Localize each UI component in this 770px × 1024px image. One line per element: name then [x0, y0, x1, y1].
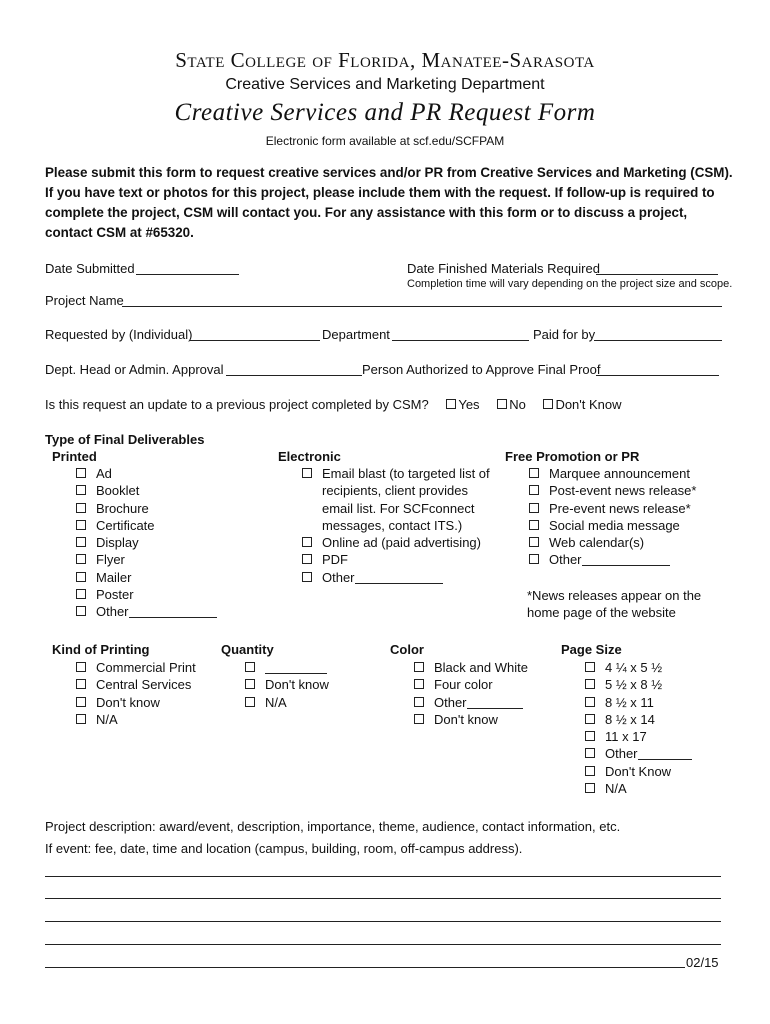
dept-head-field[interactable]	[226, 375, 362, 376]
requested-by-label: Requested by (Individual)	[45, 327, 193, 342]
list-item[interactable]: Poster	[76, 586, 217, 603]
checkbox[interactable]	[76, 679, 86, 689]
description-line-field[interactable]	[45, 921, 721, 922]
list-item[interactable]: Don't know	[414, 711, 528, 728]
list-item[interactable]: 8 ½ x 11	[585, 694, 692, 711]
checkbox[interactable]	[76, 503, 86, 513]
project-name-field[interactable]	[122, 306, 722, 307]
list-item[interactable]: PDF	[302, 551, 490, 568]
checkbox[interactable]	[302, 572, 312, 582]
department-name: Creative Services and Marketing Department	[225, 76, 545, 93]
checkbox[interactable]	[414, 714, 424, 724]
list-item[interactable]: Other	[585, 745, 692, 762]
free-promo-list	[529, 465, 696, 569]
printed-heading: Printed	[52, 449, 97, 464]
list-item[interactable]: N/A	[585, 780, 692, 797]
list-item[interactable]: Display	[76, 534, 217, 551]
checkbox[interactable]	[414, 662, 424, 672]
checkbox[interactable]	[76, 589, 86, 599]
checkbox[interactable]	[585, 714, 595, 724]
other-field[interactable]	[355, 571, 443, 584]
other-field[interactable]	[582, 553, 670, 566]
dont-know-label: Don't Know	[555, 397, 622, 412]
checkbox[interactable]	[245, 662, 255, 672]
list-item[interactable]: Post-event news release*	[529, 482, 696, 499]
checkbox[interactable]	[529, 554, 539, 564]
completion-note: Completion time will vary depending on the project size and scope.	[407, 278, 733, 290]
quantity-list	[245, 659, 329, 711]
checkbox[interactable]	[529, 537, 539, 547]
list-item[interactable]: Flyer	[76, 551, 217, 568]
description-line2: If event: fee, date, time and location (campus, building, room, off-campus address).	[45, 841, 523, 856]
electronic-form-note: Electronic form available at scf.edu/SCFPAM	[265, 134, 505, 148]
list-item[interactable]: N/A	[245, 694, 329, 711]
checkbox[interactable]	[585, 766, 595, 776]
checkbox[interactable]	[302, 468, 312, 478]
checkbox[interactable]	[76, 485, 86, 495]
checkbox[interactable]	[585, 662, 595, 672]
checkbox[interactable]	[585, 783, 595, 793]
description-line-field[interactable]	[45, 967, 685, 968]
quantity-heading: Quantity	[221, 642, 274, 657]
person-authorized-label: Person Authorized to Approve Final Proof	[362, 362, 601, 377]
list-item-continuation: email list. For SCFconnect	[322, 500, 475, 516]
electronic-list	[302, 465, 490, 586]
description-line-field[interactable]	[45, 876, 721, 877]
list-item[interactable]: 5 ½ x 8 ½	[585, 676, 692, 693]
other-field[interactable]	[467, 696, 523, 709]
list-item[interactable]: 4 ¼ x 5 ½	[585, 659, 692, 676]
list-item[interactable]: 8 ½ x 14	[585, 711, 692, 728]
checkbox[interactable]	[76, 662, 86, 672]
checkbox[interactable]	[76, 554, 86, 564]
list-item[interactable]: Social media message	[529, 517, 696, 534]
electronic-heading: Electronic	[278, 449, 341, 464]
checkbox[interactable]	[529, 468, 539, 478]
list-item[interactable]: Don't know	[245, 676, 329, 693]
department-field[interactable]	[392, 340, 529, 341]
list-item[interactable]: Other	[302, 569, 490, 586]
requested-by-field[interactable]	[190, 340, 320, 341]
list-item[interactable]: 11 x 17	[585, 728, 692, 745]
date-finished-field[interactable]	[596, 274, 718, 275]
yes-label: Yes	[458, 397, 480, 412]
list-item[interactable]: Web calendar(s)	[529, 534, 696, 551]
update-question-label: Is this request an update to a previous project completed by CSM?	[45, 397, 429, 412]
list-item[interactable]: Black and White	[414, 659, 528, 676]
checkbox[interactable]	[76, 606, 86, 616]
checkbox[interactable]	[76, 520, 86, 530]
description-line1: Project description: award/event, description, importance, theme, audience, contact information, etc.	[45, 819, 621, 834]
person-authorized-field[interactable]	[596, 375, 719, 376]
description-line-field[interactable]	[45, 898, 721, 899]
update-question	[45, 397, 622, 412]
checkbox[interactable]	[585, 697, 595, 707]
list-item[interactable]: Mailer	[76, 569, 217, 586]
checkbox[interactable]	[529, 503, 539, 513]
no-label: No	[509, 397, 526, 412]
free-promo-heading: Free Promotion or PR	[505, 449, 640, 464]
date-submitted-label: Date Submitted	[45, 261, 135, 276]
form-version-code: 02/15	[686, 955, 719, 970]
checkbox[interactable]	[585, 748, 595, 758]
checkbox[interactable]	[302, 554, 312, 564]
deliverables-heading: Type of Final Deliverables	[45, 432, 205, 447]
printed-list	[76, 465, 217, 621]
form-title: Creative Services and PR Request Form	[174, 99, 596, 126]
checkbox[interactable]	[302, 537, 312, 547]
list-item[interactable]: Brochure	[76, 500, 217, 517]
list-item[interactable]: Email blast (to targeted list of	[302, 465, 490, 482]
checkbox[interactable]	[76, 468, 86, 478]
checkbox[interactable]	[585, 679, 595, 689]
page-size-list	[585, 659, 692, 797]
kind-of-printing-heading: Kind of Printing	[52, 642, 150, 657]
other-field[interactable]	[129, 605, 217, 618]
list-item[interactable]: Online ad (paid advertising)	[302, 534, 490, 551]
page-size-heading: Page Size	[561, 642, 622, 657]
list-item[interactable]: Marquee announcement	[529, 465, 696, 482]
checkbox[interactable]	[76, 537, 86, 547]
list-item-continuation: messages, contact ITS.)	[322, 517, 463, 533]
list-item[interactable]: Certificate	[76, 517, 217, 534]
list-item[interactable]: Don't know	[76, 694, 196, 711]
other-field[interactable]	[638, 747, 692, 760]
date-submitted-field[interactable]	[136, 274, 239, 275]
list-item[interactable]: Other	[529, 551, 696, 568]
intro-paragraph: Please submit this form to request creative services and/or PR from Creative Services and Marketing (CSM). If you have text or photos for this project, please include them with the request. If follow-up is required to complete the project, CSM will contact you. For any assistance with this form or to discuss a project, contact CSM at #65320.	[45, 165, 733, 240]
checkbox[interactable]	[414, 679, 424, 689]
list-item[interactable]: Don't Know	[585, 763, 692, 780]
color-list	[414, 659, 528, 728]
project-name-label: Project Name	[45, 293, 124, 308]
institution-name: State College of Florida, Manatee-Sarasota	[175, 48, 595, 72]
checkbox[interactable]	[245, 697, 255, 707]
yes-checkbox[interactable]	[446, 399, 456, 409]
color-heading: Color	[390, 642, 424, 657]
checkbox[interactable]	[76, 697, 86, 707]
checkbox[interactable]	[414, 697, 424, 707]
list-item[interactable]	[245, 659, 329, 676]
no-checkbox[interactable]	[497, 399, 507, 409]
list-item[interactable]: Other	[76, 603, 217, 620]
list-item[interactable]: N/A	[76, 711, 196, 728]
checkbox[interactable]	[529, 520, 539, 530]
list-item[interactable]: Booklet	[76, 482, 217, 499]
list-item[interactable]: Ad	[76, 465, 217, 482]
list-item[interactable]: Central Services	[76, 676, 196, 693]
quantity-field[interactable]	[265, 661, 327, 674]
paid-for-by-field[interactable]	[594, 340, 722, 341]
list-item-continuation: recipients, client provides	[322, 483, 468, 499]
list-item[interactable]: Four color	[414, 676, 528, 693]
checkbox[interactable]	[76, 714, 86, 724]
checkbox[interactable]	[529, 485, 539, 495]
news-release-note: *News releases appear on the home page of the website	[527, 588, 702, 621]
checkbox[interactable]	[76, 572, 86, 582]
paid-for-by-label: Paid for by	[533, 327, 596, 342]
checkbox[interactable]	[245, 679, 255, 689]
description-line-field[interactable]	[45, 944, 721, 945]
dont-know-checkbox[interactable]	[543, 399, 553, 409]
list-item[interactable]: Pre-event news release*	[529, 500, 696, 517]
dept-head-label: Dept. Head or Admin. Approval	[45, 362, 224, 377]
list-item[interactable]: Commercial Print	[76, 659, 196, 676]
kind-of-printing-list	[76, 659, 196, 728]
list-item[interactable]: Other	[414, 694, 528, 711]
checkbox[interactable]	[585, 731, 595, 741]
department-label: Department	[322, 327, 390, 342]
date-finished-label: Date Finished Materials Required	[407, 261, 600, 276]
